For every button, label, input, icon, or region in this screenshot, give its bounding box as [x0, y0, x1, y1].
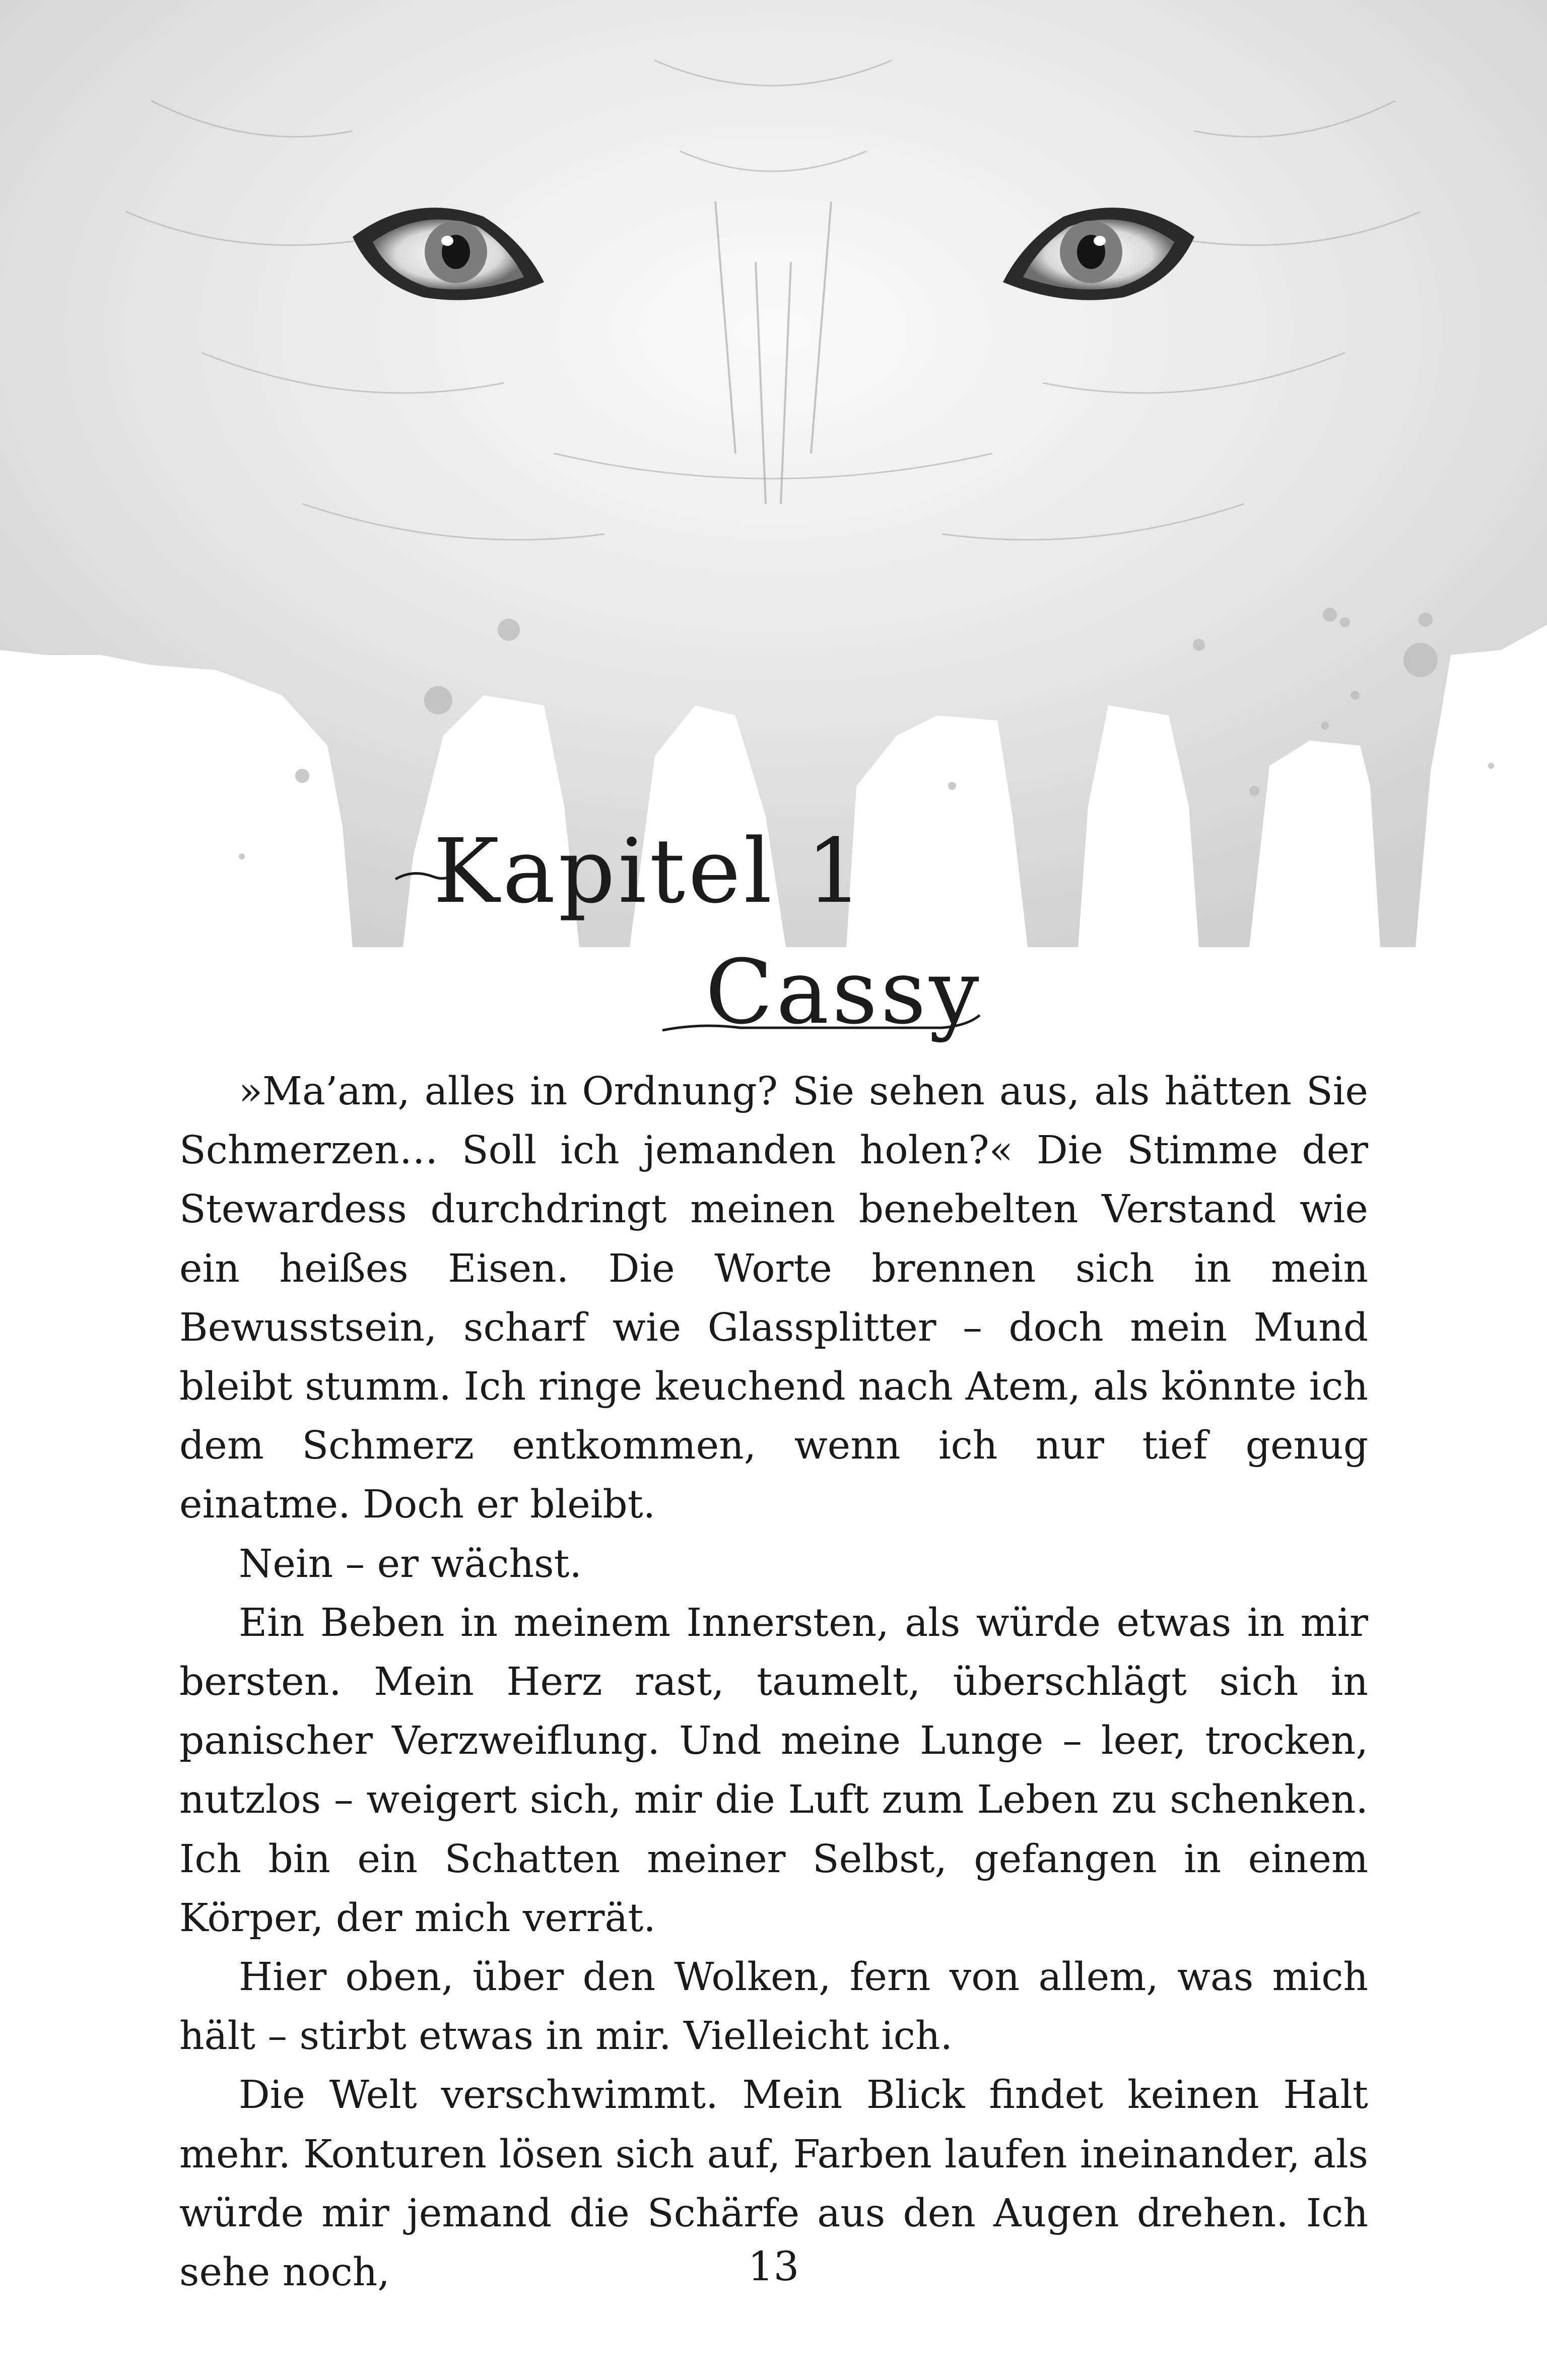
chapter-name: Cassy: [705, 941, 982, 1044]
paragraph: Nein – er wächst.: [239, 1541, 582, 1586]
flourish-underline: [660, 1013, 982, 1043]
paragraph: Die Welt verschwimmt. Mein Blick findet keinen Halt mehr. Konturen lösen sich auf, Farben laufen ineinander, als würde mir jemand die Schärfe aus den Augen drehen. Ich sehe noch,: [179, 2073, 1368, 2295]
paragraph: Ein Beben in meinem Innersten, als würde etwas in mir bersten. Mein Herz rast, taumelt, überschlägt sich in panischer Verzweiflung. Und meine Lunge – leer, trocken, nutzlos – weigert sich, mir die Luft zum Leben zu schenken. Ich bin ein Schatten meiner Selbst, gefangen in einem Körper, der mich verrät.: [179, 1600, 1368, 1941]
chapter-label: Kapitel 1: [433, 820, 866, 923]
flourish-left: [393, 867, 453, 887]
paragraph: Hier oben, über den Wolken, fern von allem, was mich hält – stirbt etwas in mir. Vielleicht ich.: [179, 1955, 1368, 2059]
body-text: [179, 1062, 1368, 2302]
paragraph: »Ma’am, alles in Ordnung? Sie sehen aus, als hätten Sie Schmerzen… Soll ich jemanden holen?« Die Stimme der Stewardess durchdringt meinen benebelten Verstand wie ein heißes Eisen. Die Worte brennen sich in mein Bewusstsein, scharf wie Glassplitter – doch mein Mund bleibt stumm. Ich ringe keuchend nach Atem, als könnte ich dem Schmerz entkommen, wenn ich nur tief genug einatme. Doch er bleibt.: [179, 1069, 1368, 1528]
page-number: 13: [748, 2243, 799, 2290]
wolf-fur: [0, 0, 1547, 947]
wolf-illustration: [0, 0, 1547, 947]
